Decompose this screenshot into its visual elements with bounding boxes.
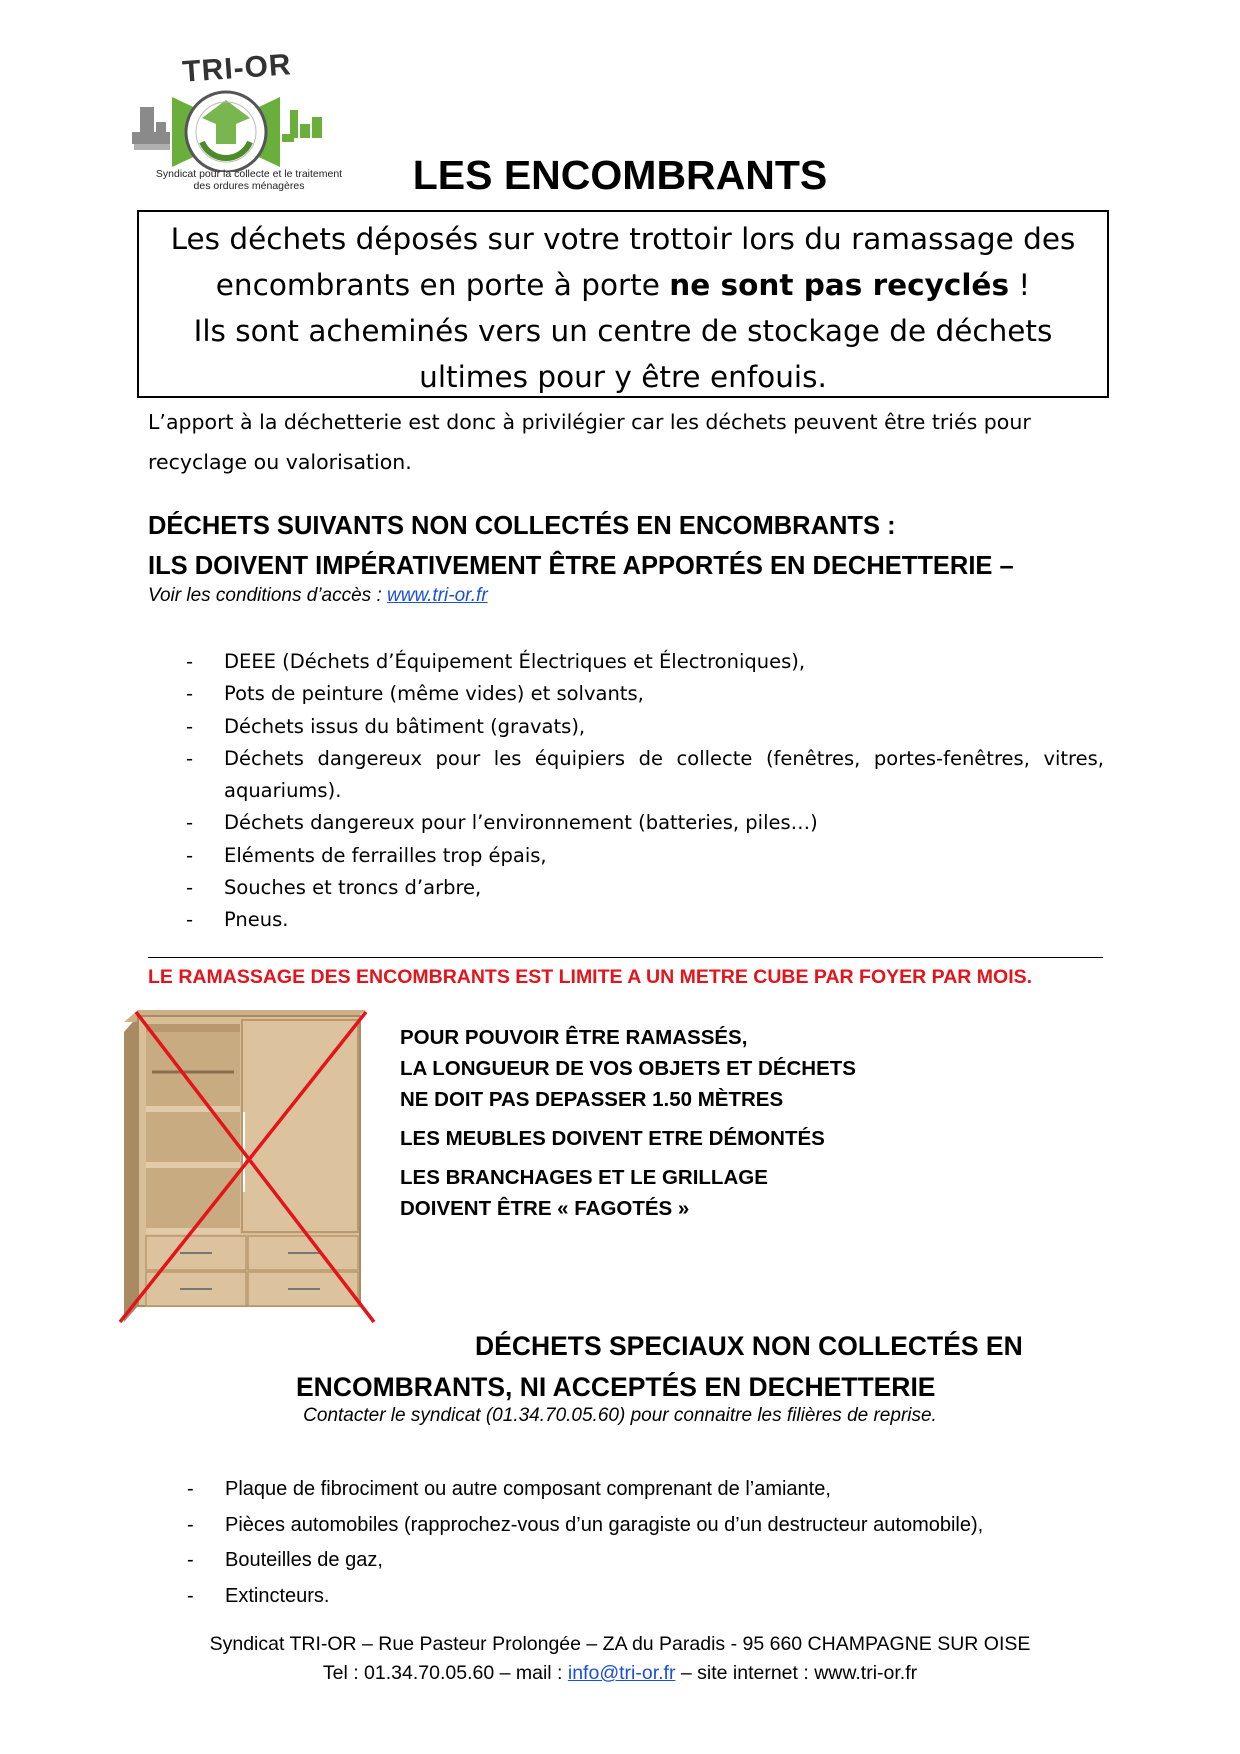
contact-instructions: Contacter le syndicat (01.34.70.05.60) pour connaitre les filières de reprise. bbox=[303, 1405, 937, 1426]
branches-rule-line-1: LES BRANCHAGES ET LE GRILLAGE bbox=[400, 1166, 768, 1189]
length-rule-line-2: LA LONGUEUR DE VOS OBJETS ET DÉCHETS bbox=[400, 1057, 856, 1080]
list-item: - Pneus. bbox=[186, 908, 289, 932]
footer-address: Syndicat TRI-OR – Rue Pasteur Prolongée – ZA du Paradis - 95 660 CHAMPAGNE SUR OISE bbox=[209, 1633, 1031, 1655]
notice-emphasis: ne sont pas recyclés bbox=[669, 268, 1010, 302]
list-item-text: Pots de peinture (même vides) et solvants, bbox=[224, 682, 644, 706]
section-1-heading bbox=[148, 506, 1014, 586]
website-link[interactable]: www.tri-or.fr bbox=[387, 585, 488, 606]
section-1-heading-line-2 bbox=[148, 546, 1014, 586]
special-waste-list bbox=[187, 1472, 1087, 1614]
page-title: LES ENCOMBRANTS bbox=[412, 152, 828, 198]
section-2-heading-line-2: ENCOMBRANTS, NI ACCEPTÉS EN DECHETTERIE bbox=[296, 1372, 936, 1402]
list-item: - Bouteilles de gaz, bbox=[187, 1549, 383, 1571]
list-item-text: Eléments de ferrailles trop épais, bbox=[224, 843, 547, 867]
branches-rule-line-2: DOIVENT ÊTRE « FAGOTÉS » bbox=[400, 1197, 690, 1220]
list-item-text: Déchets issus du bâtiment (gravats), bbox=[224, 714, 586, 738]
footer-phone: Tel : 01.34.70.05.60 – mail : bbox=[322, 1662, 568, 1684]
logo-text: TRI-OR bbox=[181, 48, 293, 89]
list-item-text: Plaque de fibrociment ou autre composant comprenant de l’amiante, bbox=[225, 1478, 831, 1500]
notice-line-2-end: ! bbox=[1009, 268, 1031, 302]
furniture-rule: LES MEUBLES DOIVENT ETRE DÉMONTÉS bbox=[400, 1127, 825, 1150]
section-1-heading-line-2-text: ILS DOIVENT IMPÉRATIVEMENT ÊTRE APPORTÉS EN DECHETTERIE bbox=[148, 552, 993, 580]
length-rule bbox=[400, 1022, 856, 1115]
list-item-text: Déchets dangereux pour les équipiers de collecte (fenêtres, portes-fenêtres, vitres, aquariums). bbox=[224, 746, 1104, 803]
footer-contact bbox=[0, 1659, 1240, 1688]
list-item: - Pièces automobiles (rapprochez-vous d’un garagiste ou d’un destructeur automobile), bbox=[187, 1513, 984, 1536]
notice-line-2-start: encombrants en porte à porte bbox=[215, 268, 670, 302]
list-item: - Pots de peinture (même vides) et solvants, bbox=[186, 682, 644, 706]
crossed-wardrobe-image bbox=[116, 1002, 378, 1328]
list-item: - Déchets dangereux pour l’environnement (batteries, piles…) bbox=[186, 811, 818, 835]
footer-website: – site internet : www.tri-or.fr bbox=[675, 1662, 918, 1684]
list-item-text: Déchets dangereux pour l’environnement (batteries, piles…) bbox=[224, 811, 818, 835]
branches-rule bbox=[400, 1162, 856, 1224]
excluded-waste-list bbox=[186, 646, 1104, 937]
access-conditions bbox=[148, 585, 488, 607]
notice-line-1: Les déchets déposés sur votre trottoir lors du ramassage des bbox=[170, 222, 1076, 256]
list-item-text: Bouteilles de gaz, bbox=[225, 1549, 383, 1571]
section-1-heading-dash: – bbox=[992, 552, 1014, 580]
section-2-heading bbox=[0, 1326, 1240, 1408]
section-1-heading-line-1: DÉCHETS SUIVANTS NON COLLECTÉS EN ENCOMBRANTS : bbox=[148, 512, 896, 540]
logo-tagline-line2: des ordures ménagères bbox=[193, 180, 305, 192]
intro-paragraph: L’apport à la déchetterie est donc à privilégier car les déchets peuvent être triés pour recyclage ou valorisation. bbox=[148, 410, 1031, 474]
list-item-text: Pièces automobiles (rapprochez-vous d’un garagiste ou d’un destructeur automobile), bbox=[225, 1513, 984, 1536]
length-rule-line-1: POUR POUVOIR ÊTRE RAMASSÉS, bbox=[400, 1026, 748, 1049]
wardrobe-icon bbox=[116, 1002, 378, 1328]
list-item: - Eléments de ferrailles trop épais, bbox=[186, 843, 547, 867]
list-item: - Plaque de fibrociment ou autre composant comprenant de l’amiante, bbox=[187, 1478, 831, 1500]
list-item: - DEEE (Déchets d’Équipement Électriques et Électroniques), bbox=[186, 650, 806, 673]
list-item-text: Pneus. bbox=[224, 908, 289, 932]
logo-tagline-line1: Syndicat pour la collecte et le traitement bbox=[155, 168, 343, 180]
email-link[interactable]: info@tri-or.fr bbox=[567, 1662, 676, 1684]
notice-line-3: Ils sont acheminés vers un centre de stockage de déchets bbox=[193, 314, 1053, 348]
notice-box bbox=[137, 210, 1109, 398]
list-item-text: Souches et troncs d’arbre, bbox=[224, 876, 482, 900]
collection-rules bbox=[400, 1022, 856, 1232]
length-rule-line-3: NE DOIT PAS DEPASSER 1.50 MÈTRES bbox=[400, 1088, 784, 1111]
notice-line-4: ultimes pour y être enfouis. bbox=[419, 360, 827, 394]
access-conditions-label: Voir les conditions d’accès : bbox=[148, 585, 388, 606]
list-item: - Déchets issus du bâtiment (gravats), bbox=[186, 714, 586, 738]
notice-line-2 bbox=[139, 262, 1107, 308]
list-item: - Souches et troncs d’arbre, bbox=[186, 876, 482, 900]
limit-notice: LE RAMASSAGE DES ENCOMBRANTS EST LIMITE A UN METRE CUBE PAR FOYER PAR MOIS. bbox=[148, 966, 1033, 988]
list-item: - Extincteurs. bbox=[187, 1584, 330, 1607]
list-item-text: DEEE (Déchets d’Équipement Électriques et Électroniques), bbox=[224, 650, 806, 673]
section-2-heading-line-1: DÉCHETS SPECIAUX NON COLLECTÉS EN bbox=[475, 1331, 1023, 1361]
divider bbox=[148, 957, 1103, 958]
list-item-text: Extincteurs. bbox=[225, 1584, 330, 1607]
list-item: - Déchets dangereux pour les équipiers de collecte (fenêtres, portes-fenêtres, vitres, aquariums). bbox=[186, 746, 1104, 803]
footer bbox=[0, 1630, 1240, 1688]
